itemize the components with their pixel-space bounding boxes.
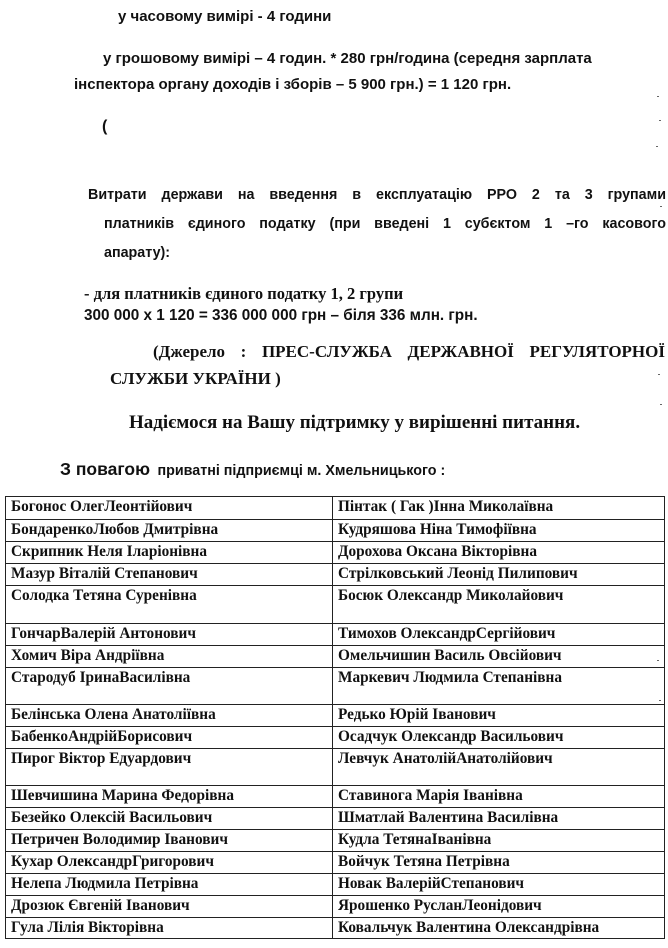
signatory-name-left: Хомич Віра Андріївна	[6, 646, 333, 668]
signatory-name-left: БондаренкоЛюбов Дмитрівна	[6, 520, 333, 542]
payers-calc-line: 300 000 x 1 120 = 336 000 000 грн – біля 336 млн. грн.	[84, 307, 478, 324]
signatory-name-right: Стрілковський Леонід Пилипович	[333, 564, 665, 586]
regards-text: З повагою	[60, 459, 151, 479]
signatory-name-right: Редько Юрій Іванович	[333, 705, 665, 727]
money-cost-line-1: у грошовому вимірі – 4 годин. * 280 грн/година (середня зарплата	[103, 50, 592, 67]
signatory-name-left: Кухар ОлександрГригорович	[6, 852, 333, 874]
state-costs-line-1: Витрати держави на введення в експлуатацію РРО 2 та 3 групами	[88, 187, 666, 203]
signatory-name-right: Ковальчук Валентина Олександрівна	[333, 918, 665, 939]
signatory-name-right: Тимохов ОлександрСергійович	[333, 624, 665, 646]
signatory-name-left: Гула Лілія Вікторівна	[6, 918, 333, 939]
signatory-name-left: Богонос ОлегЛеонтійович	[6, 497, 333, 520]
signatory-name-right: Ярошенко РусланЛеонідович	[333, 896, 665, 918]
signatory-name-left: Нелепа Людмила Петрівна	[6, 874, 333, 896]
signatory-name-left: Дрозюк Євгеній Іванович	[6, 896, 333, 918]
signatory-name-left: Мазур Віталій Степанович	[6, 564, 333, 586]
signatory-name-right: Дорохова Оксана Вікторівна	[333, 542, 665, 564]
signatory-row	[6, 874, 665, 896]
time-cost-line: у часовому вимірі - 4 години	[118, 8, 332, 25]
signatory-name-right: Шматлай Валентина Василівна	[333, 808, 665, 830]
signatory-row	[6, 586, 665, 624]
signatory-row	[6, 542, 665, 564]
signatory-name-left: Шевчишина Марина Федорівна	[6, 786, 333, 808]
signatory-name-left: Солодка Тетяна Суренівна	[6, 586, 333, 624]
source-line-2: СЛУЖБИ УКРАЇНИ )	[110, 369, 281, 388]
signatory-row	[6, 830, 665, 852]
signatory-name-right: Кудряшова Ніна Тимофіївна	[333, 520, 665, 542]
signatory-name-right: Ставинога Марія Іванівна	[333, 786, 665, 808]
signatory-name-right: Войчук Тетяна Петрівна	[333, 852, 665, 874]
signatory-row	[6, 497, 665, 520]
signatory-row	[6, 624, 665, 646]
signatory-name-right: Левчук АнатолійАнатолійович	[333, 749, 665, 786]
signatory-name-right: Новак ВалерійСтепанович	[333, 874, 665, 896]
signatories-table	[5, 496, 665, 939]
signatory-name-left: Петричен Володимир Іванович	[6, 830, 333, 852]
payers-group-line: - для платників єдиного податку 1, 2 групи	[84, 284, 404, 303]
entrepreneurs-text: приватні підприємці м. Хмельницького :	[157, 463, 446, 479]
signatory-row	[6, 852, 665, 874]
state-costs-line-2: платників єдиного податку (при введені 1 субєктом 1 –го касового	[104, 216, 666, 232]
signatory-name-left: БабенкоАндрійБорисович	[6, 727, 333, 749]
signatory-row	[6, 668, 665, 705]
signatory-name-right: Маркевич Людмила Степанівна	[333, 668, 665, 705]
signatory-row	[6, 520, 665, 542]
signatory-name-left: Скрипник Неля Іларіонівна	[6, 542, 333, 564]
source-line-1: (Джерело : ПРЕС-СЛУЖБА ДЕРЖАВНОЇ РЕГУЛЯТОРНОЇ	[153, 342, 665, 361]
signatory-row	[6, 808, 665, 830]
money-cost-line-2: інспектора органу доходів і зборів – 5 900 грн.) = 1 120 грн.	[74, 76, 512, 93]
signatory-name-left: ГончарВалерій Антонович	[6, 624, 333, 646]
signatory-name-right: Осадчук Олександр Васильович	[333, 727, 665, 749]
signatory-name-left: Безейко Олексій Васильович	[6, 808, 333, 830]
signatory-row	[6, 896, 665, 918]
signatory-row	[6, 786, 665, 808]
signatory-row	[6, 749, 665, 786]
signatory-name-right: Омельчишин Василь Овсійович	[333, 646, 665, 668]
signatory-row	[6, 646, 665, 668]
signatory-name-right: Кудла ТетянаІванівна	[333, 830, 665, 852]
signatory-name-left: Пирог Віктор Едуардович	[6, 749, 333, 786]
signatory-name-left: Стародуб ІринаВасилівна	[6, 668, 333, 705]
signatory-row	[6, 918, 665, 939]
signatory-row	[6, 705, 665, 727]
signatory-row	[6, 727, 665, 749]
signatory-name-right: Босюк Олександр Миколайович	[333, 586, 665, 624]
hope-line: Надіємося на Вашу підтримку у вирішенні питання.	[129, 412, 581, 433]
signatory-name-right: Пінтак ( Гак )Інна Миколаївна	[333, 497, 665, 520]
open-parenthesis: (	[102, 118, 108, 135]
state-costs-line-3: апарату):	[104, 245, 171, 261]
signatory-name-left: Белінська Олена Анатоліївна	[6, 705, 333, 727]
closing-line	[60, 459, 445, 480]
signatory-row	[6, 564, 665, 586]
